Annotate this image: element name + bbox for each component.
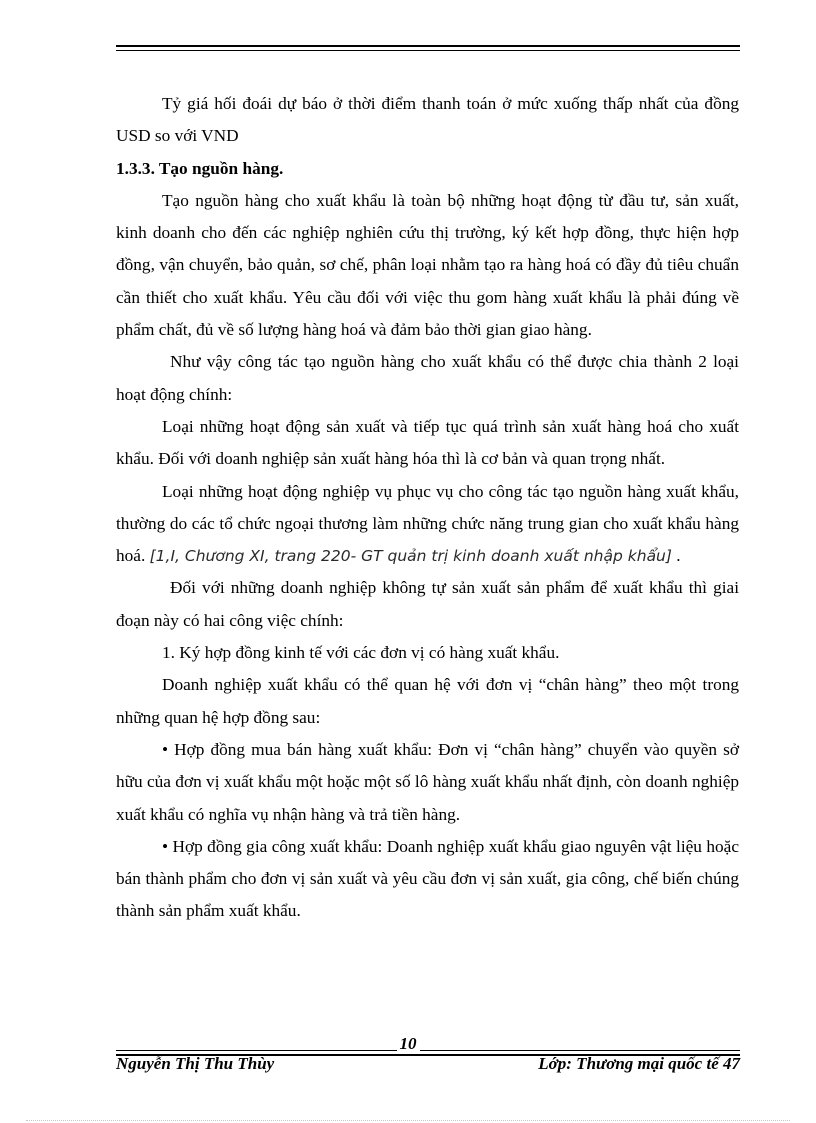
bullet-purchase-contract: • Hợp đồng mua bán hàng xuất khẩu: Đơn vị “chân hàng” chuyển vào quyền sở hữu của đơn vị xuất khẩu một hoặc một số lô hàng xuất khẩu nhất định, còn doanh nghiệp xuất khẩu có nghĩa vụ nhận hàng và trả tiền hàng. [116, 739, 739, 824]
paragraph-exchange-rate: Tỷ giá hối đoái dự báo ở thời điểm thanh toán ở mức xuống thấp nhất của đồng USD so với VND [116, 94, 739, 146]
page-number: 10 [397, 1034, 420, 1053]
page-bottom-dotted-line [26, 1120, 790, 1121]
footer-author: Nguyễn Thị Thu Thùy [116, 1054, 275, 1073]
paragraph-sourcing-definition: Tạo nguồn hàng cho xuất khẩu là toàn bộ những hoạt động từ đầu tư, sản xuất, kinh doanh cho đến các nghiệp nghiên cứu thị trường, ký kết hợp đồng, thực hiện hợp đồng, vận chuyển, bảo quản, sơ chế, phân loại nhằm tạo ra hàng hoá có đầy đủ tiêu chuẩn cần thiết cho xuất khẩu. Yêu cầu đối với việc thu gom hàng xuất khẩu là phải đúng về phẩm chất, đủ về số lượng hàng hoá và đảm bảo thời gian giao hàng. [116, 190, 739, 340]
paragraph-service-text: Loại những hoạt động nghiệp vụ phục vụ cho công tác tạo nguồn hàng xuất khẩu, thường do các tổ chức ngoại thương làm những chức năng trung gian cho xuất khẩu hàng hoá. [116, 481, 739, 566]
header-rule-thick [116, 45, 740, 47]
page-number-wrapper [0, 1034, 816, 1054]
paragraph-service-activities [116, 476, 739, 573]
bullet-processing-contract: • Hợp đồng gia công xuất khẩu: Doanh nghiệp xuất khẩu giao nguyên vật liệu hoặc bán thành phẩm cho đơn vị sản xuất và yêu cầu đơn vị sản xuất, gia công, chế biến chúng thành sản phẩm xuất khẩu. [116, 836, 739, 921]
paragraph-contract-relations: Doanh nghiệp xuất khẩu có thể quan hệ với đơn vị “chân hàng” theo một trong những quan hệ hợp đồng sau: [116, 675, 739, 727]
header-rule-thin [116, 50, 740, 51]
paragraph-production-activities: Loại những hoạt động sản xuất và tiếp tục quá trình sản xuất hàng hoá cho xuất khẩu. Đối với doanh nghiệp sản xuất hàng hóa thì là cơ bản và quan trọng nhất. [116, 416, 739, 469]
document-body [116, 88, 739, 928]
citation: [1,I, Chương XI, trang 220- GT quản trị kinh doanh xuất nhập khẩu] [149, 547, 672, 566]
citation-end: . [671, 546, 681, 566]
paragraph-non-producers: Đối với những doanh nghiệp không tự sản xuất sản phẩm để xuất khẩu thì giai đoạn này có hai công việc chính: [116, 578, 739, 630]
paragraph-step-one: 1. Ký hợp đồng kinh tế với các đơn vị có hàng xuất khẩu. [162, 643, 560, 663]
footer-class: Lớp: Thương mại quốc tế 47 [538, 1054, 740, 1073]
section-heading: 1.3.3. Tạo nguồn hàng. [116, 158, 284, 178]
paragraph-two-activity-types: Như vậy công tác tạo nguồn hàng cho xuất khẩu có thể được chia thành 2 loại hoạt động chính: [116, 352, 739, 404]
